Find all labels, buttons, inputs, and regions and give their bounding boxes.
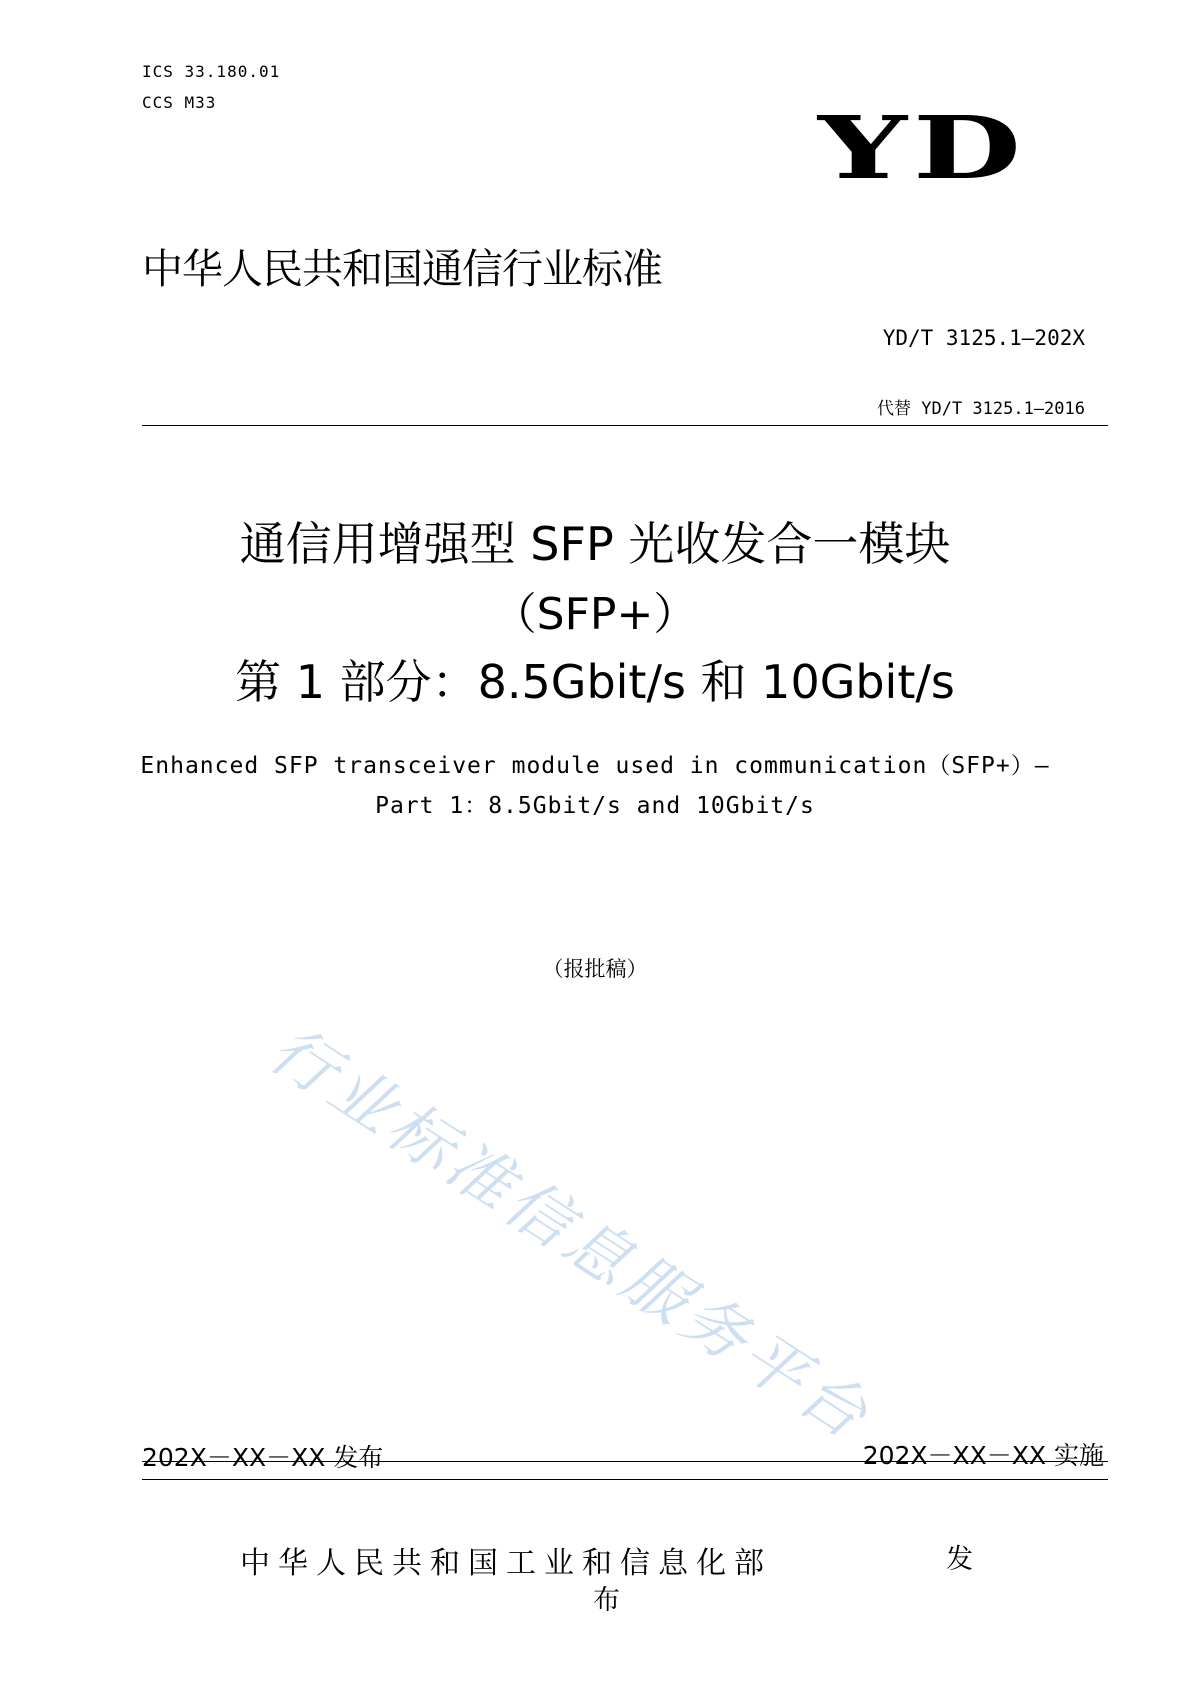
english-title-line2: Part 1：8.5Gbit/s and 10Gbit/s bbox=[375, 793, 815, 819]
issue-label-bu: 布 bbox=[593, 1585, 620, 1616]
document-title-line3: 第 1 部分：8.5Gbit/s 和 10Gbit/s bbox=[235, 655, 955, 709]
document-title-line2: （SFP+） bbox=[492, 589, 698, 640]
english-title-line1: Enhanced SFP transceiver module used in communication（SFP+）— bbox=[140, 753, 1050, 779]
issue-label-fa: 发 bbox=[946, 1544, 973, 1575]
ics-code: ICS 33.180.01 bbox=[142, 62, 281, 81]
standard-number: YD/T 3125.1—202X bbox=[882, 326, 1085, 350]
implement-date: 202X－XX－XX 实施 bbox=[862, 1441, 1104, 1470]
organization-title: 中华人民共和国通信行业标准 bbox=[142, 245, 662, 293]
issuing-authority: 中华人民共和国工业和信息化部 bbox=[240, 1546, 772, 1581]
footer-divider bbox=[142, 1479, 1108, 1480]
yd-logo: YD bbox=[818, 98, 1027, 199]
header-divider bbox=[142, 425, 1108, 426]
ccs-code: CCS M33 bbox=[142, 93, 217, 112]
replaces-standard: 代替 YD/T 3125.1—2016 bbox=[877, 399, 1085, 419]
watermark: 行业标准信息服务平台 bbox=[256, 1012, 884, 1456]
publish-date: 202X－XX－XX 发布 bbox=[142, 1443, 384, 1472]
date-divider bbox=[142, 1461, 1108, 1462]
draft-status: （报批稿） bbox=[542, 957, 648, 981]
document-title-line1: 通信用增强型 SFP 光收发合一模块 bbox=[239, 517, 951, 571]
